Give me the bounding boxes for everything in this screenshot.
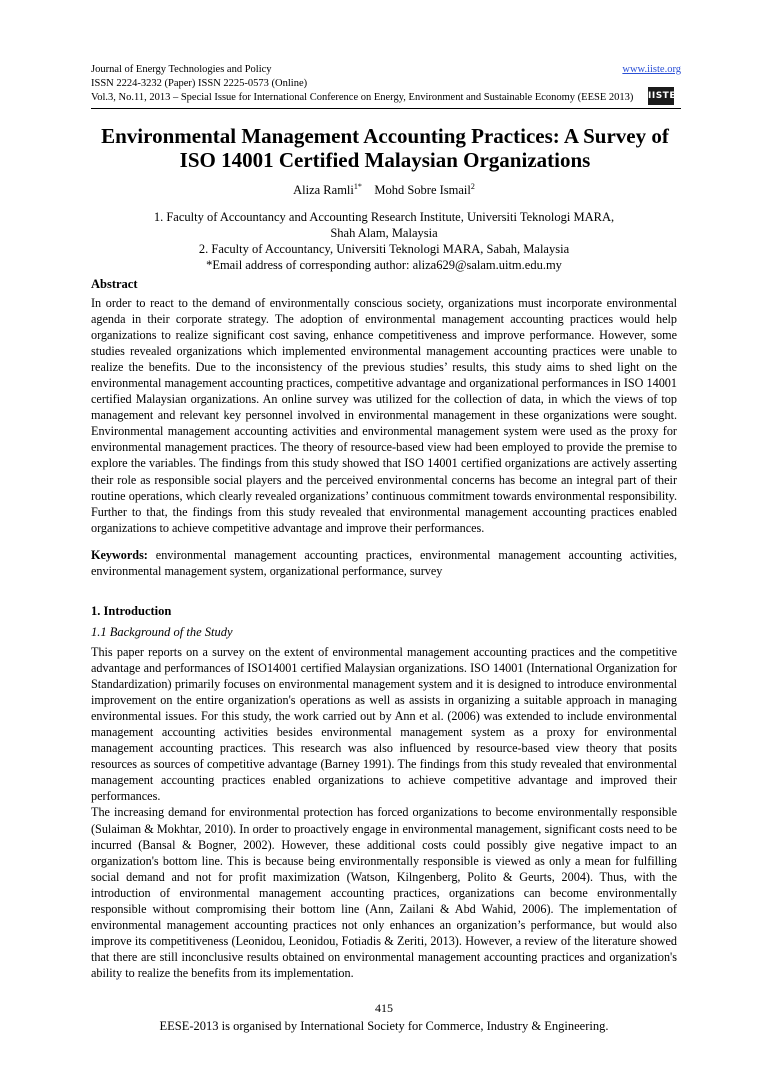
affiliation-1-continued: Shah Alam, Malaysia (330, 226, 438, 240)
title-line-2: ISO 14001 Certified Malaysian Organizations (179, 148, 591, 172)
abstract-heading: Abstract (91, 277, 138, 291)
affiliation-2: 2. Faculty of Accountancy, Universiti Teknologi MARA, Sabah, Malaysia (198, 242, 570, 256)
section-heading-introduction: 1. Introduction (91, 604, 172, 618)
iiste-logo: IISTE (648, 87, 674, 105)
paper-title (80, 124, 690, 172)
footer-note: EESE-2013 is organised by International Society for Commerce, Industry & Engineering. (159, 1019, 609, 1033)
journal-url-link[interactable]: www.iiste.org (622, 64, 681, 75)
keywords-list: environmental management accounting practices, environmental management accounting activities, environmental management system, organizational performance, survey (91, 548, 677, 578)
subsection-heading-background: 1.1 Background of the Study (91, 625, 233, 639)
keywords (91, 547, 677, 579)
abstract-text: In order to react to the demand of environmentally conscious society, organizations must incorporate environmental agenda in their corporate strategy. The adoption of environmental management accounting practices would help organizations to realize significant cost saving, enhance competitiveness and improve performance. However, some studies revealed organizations which implemented environmental management accounting practices were unable to realize the benefits. Due to the inconsistency of the previous studies’ results, this study aims to shed light on the environmental management accounting practices, competitive advantage and organizational performances in ISO 14001 certified Malaysian organizations. An online survey was utilized for the collection of data, in which the views of top management and relevant key personnel involved in environmental management in these organizations were sought. Environmental management accounting activities and environmental management system were used as the proxy for environmental management practices. The theory of resource-based view had been employed to provide the premise to explore the variables. The findings from this study showed that ISO 14001 certified organizations are actively asserting their role as responsible social players and the perceived environmental concerns has become an integral part of their routine operations, which clearly revealed organizations’ continuous commitment towards environmental responsibility. Further to that, the findings from this study revealed that environmental management accounting practices enabled organizations to achieve competitive advantage and improve their performances. (91, 296, 677, 535)
author-1: Aliza Ramli (293, 183, 354, 197)
page-number: 415 (375, 1001, 393, 1015)
issn-line: ISSN 2224-3232 (Paper) ISSN 2225-0573 (Online) (91, 78, 308, 89)
keywords-label: Keywords: (91, 548, 148, 562)
intro-paragraph-1: This paper reports on a survey on the extent of environmental management accounting practices and the competitive advantage and performances of ISO14001 certified Malaysian organizations. ISO 14001 (International Organization for Standardization) primarily focuses on environmental management system and it is designed to introduce environmental improvement on the entire organization's operations as well as assists in organizing a suitable approach in managing environmental issues. For this study, the work carried out by Ann et al. (2006) was extended to include environmental management accounting activities besides environmental management system as a proxy for environmental management accounting practices. This research was also influenced by resource-based view theory that posits resources as sources of competitive advantage (Barney 1991). The findings from this study revealed that environmental management accounting practices enabled organizations to achieve competitive advantage and improved their performances. (91, 645, 677, 804)
affiliation-1: 1. Faculty of Accountancy and Accounting Research Institute, Universiti Teknologi MARA, (153, 210, 615, 224)
author-2: Mohd Sobre Ismail (374, 183, 471, 197)
intro-paragraph-2: The increasing demand for environmental protection has forced organizations to become environmentally responsible (Sulaiman & Mokhtar, 2010). In order to proactively engage in environmental management, significant costs need to be incurred (Bansal & Bogner, 2002). However, these additional costs could possibly give negative impact to an organization's bottom line. This is because being environmentally responsible is viewed as only a mean for fulfilling social demand and not for profit maximization (Watson, Kilngenberg, Polito & Geurts, 2004). Thus, with the introduction of environmental management accounting practices, organizations can become environmentally responsible without compromising their bottom line (Ann, Zailani & Abd Wahid, 2006). The implementation of environmental management accounting practices not only enhances an organization’s performance, but would also improve its competitiveness (Leonidou, Leonidou, Fotiadis & Zeriti, 2013). However, a review of the literature showed that there are still inconclusive results obtained on environmental management accounting practices and organization's ability to realize the benefits from its implementation. (91, 805, 677, 980)
journal-name: Journal of Energy Technologies and Policy (91, 64, 272, 75)
introduction-body (91, 644, 677, 981)
author-1-marker: 1* (353, 181, 362, 191)
running-header (91, 63, 681, 105)
title-line-1: Environmental Management Accounting Practices: A Survey of (101, 124, 669, 148)
header-divider (91, 108, 681, 109)
volume-line: Vol.3, No.11, 2013 – Special Issue for International Conference on Energy, Environment and Sustainable Economy (EESE 2013) (91, 92, 634, 103)
author-list (0, 183, 768, 198)
corresponding-email: *Email address of corresponding author: aliza629@salam.uitm.edu.my (206, 258, 562, 272)
author-2-marker: 2 (470, 181, 475, 191)
